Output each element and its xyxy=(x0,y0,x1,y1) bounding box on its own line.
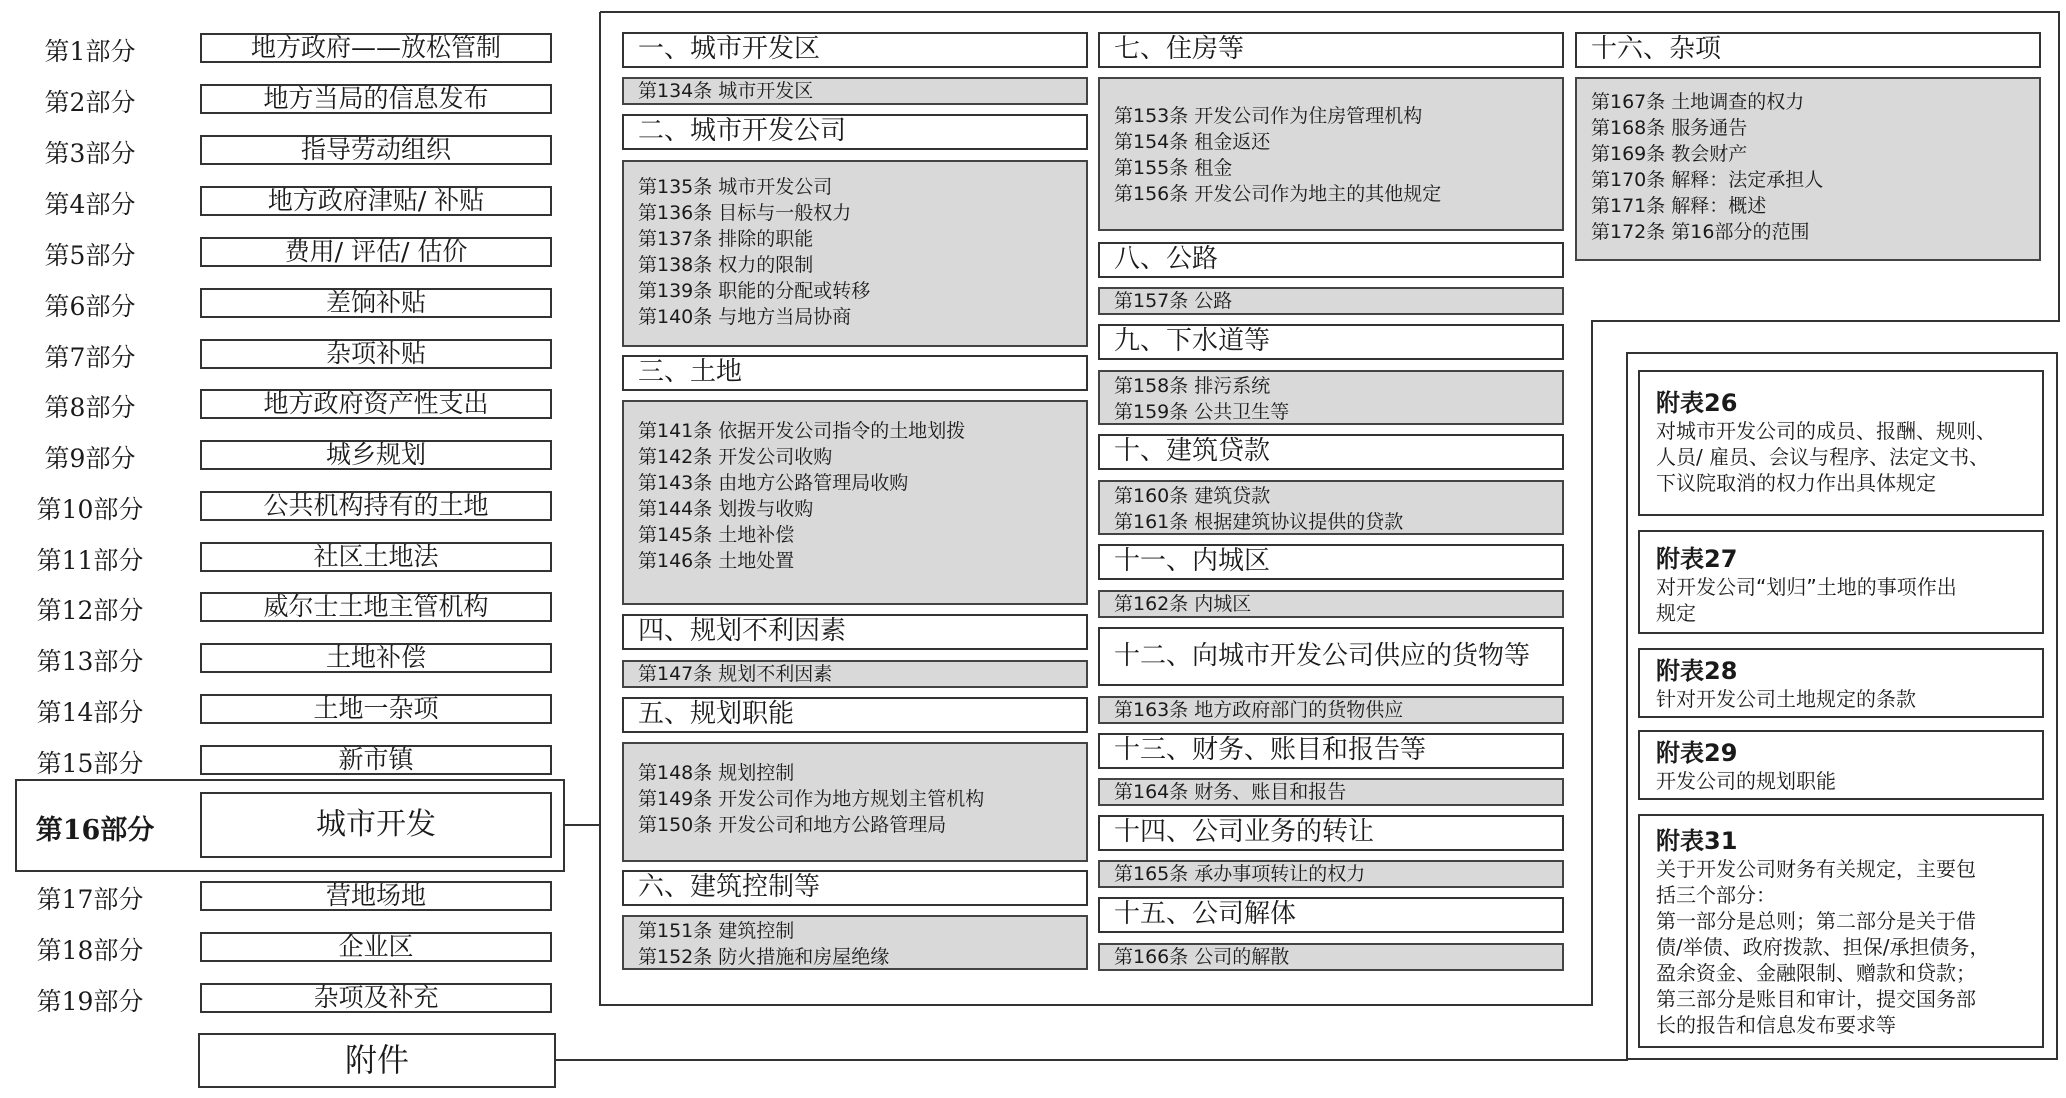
part-label: 第6部分 xyxy=(44,292,136,321)
article-item: 第162条 内城区 xyxy=(1114,593,1252,615)
section-items xyxy=(1098,287,1564,315)
schedule-desc: 长的报告和信息发布要求等 xyxy=(1656,1013,1896,1037)
section-heading: 三、土地 xyxy=(622,355,1088,391)
part-label: 第4部分 xyxy=(44,190,136,219)
article-item: 第171条 解释：概述 xyxy=(1591,195,1767,217)
part-title-box: 公共机构持有的土地 xyxy=(200,491,552,521)
part-title-box: 杂项及补充 xyxy=(200,983,552,1013)
part-label: 第17部分 xyxy=(36,885,144,914)
section-items xyxy=(622,915,1088,970)
part-title-box: 土地补偿 xyxy=(200,643,552,673)
section-items xyxy=(1098,480,1564,535)
article-item: 第153条 开发公司作为住房管理机构 xyxy=(1114,105,1423,127)
schedule-box xyxy=(1638,814,2044,1048)
schedule-title: 附表26 xyxy=(1656,389,1738,417)
section-items xyxy=(622,742,1088,862)
article-item: 第138条 权力的限制 xyxy=(638,254,814,276)
article-item: 第151条 建筑控制 xyxy=(638,920,795,942)
section-heading: 六、建筑控制等 xyxy=(622,870,1088,906)
section-heading: 十一、内城区 xyxy=(1098,544,1564,580)
schedule-title: 附表27 xyxy=(1656,545,1738,573)
schedule-desc: 下议院取消的权力作出具体规定 xyxy=(1656,471,1936,495)
section-heading: 二、城市开发公司 xyxy=(622,114,1088,150)
schedule-title: 附表28 xyxy=(1656,657,1738,685)
part-title-box: 营地场地 xyxy=(200,881,552,911)
article-item: 第141条 依据开发公司指令的土地划拨 xyxy=(638,420,966,442)
part-label: 第7部分 xyxy=(44,343,136,372)
section-items xyxy=(622,660,1088,688)
part-label: 第13部分 xyxy=(36,647,144,676)
article-item: 第169条 教会财产 xyxy=(1591,143,1748,165)
part-title-box: 社区土地法 xyxy=(200,542,552,572)
article-item: 第154条 租金返还 xyxy=(1114,131,1271,153)
appendix-box: 附件 xyxy=(198,1033,556,1088)
section-heading: 十五、公司解体 xyxy=(1098,897,1564,933)
section-heading: 七、住房等 xyxy=(1098,32,1564,68)
schedule-desc: 债/举债、政府拨款、担保/承担债务， xyxy=(1656,935,1990,959)
schedule-box xyxy=(1638,648,2044,718)
section-items xyxy=(1098,696,1564,724)
schedule-desc: 针对开发公司土地规定的条款 xyxy=(1656,687,1916,711)
section-items xyxy=(622,160,1088,347)
part-label: 第10部分 xyxy=(36,495,144,524)
article-item: 第158条 排污系统 xyxy=(1114,375,1271,397)
section-items xyxy=(1098,77,1564,231)
article-item: 第149条 开发公司作为地方规划主管机构 xyxy=(638,788,985,810)
schedule-desc: 开发公司的规划职能 xyxy=(1656,769,1836,793)
section-items xyxy=(622,400,1088,605)
schedule-desc: 盈余资金、金融限制、赠款和贷款； xyxy=(1656,961,1976,985)
part-title-box: 城乡规划 xyxy=(200,440,552,470)
article-item: 第142条 开发公司收购 xyxy=(638,446,833,468)
article-item: 第152条 防火措施和房屋绝缘 xyxy=(638,946,890,968)
section-heading: 一、城市开发区 xyxy=(622,32,1088,68)
part-title-box: 指导劳动组织 xyxy=(200,135,552,165)
article-item: 第140条 与地方当局协商 xyxy=(638,306,852,328)
schedule-desc: 人员/ 雇员、会议与程序、法定文书、 xyxy=(1656,445,1990,469)
part-label: 第3部分 xyxy=(44,139,136,168)
part-label: 第8部分 xyxy=(44,393,136,422)
article-item: 第143条 由地方公路管理局收购 xyxy=(638,472,909,494)
schedule-box xyxy=(1638,730,2044,800)
article-item: 第148条 规划控制 xyxy=(638,762,795,784)
part-label: 第18部分 xyxy=(36,936,144,965)
section-heading: 五、规划职能 xyxy=(622,697,1088,733)
part-title-box-highlight: 城市开发 xyxy=(200,792,552,858)
article-item: 第170条 解释：法定承担人 xyxy=(1591,169,1824,191)
part-title-box: 杂项补贴 xyxy=(200,339,552,369)
section-items xyxy=(1575,77,2041,261)
schedule-desc: 对开发公司“划归”土地的事项作出 xyxy=(1656,575,1957,599)
part-label-highlight: 第16部分 xyxy=(35,815,155,846)
article-item: 第168条 服务通告 xyxy=(1591,117,1748,139)
section-heading: 十六、杂项 xyxy=(1575,32,2041,68)
schedule-desc: 规定 xyxy=(1656,601,1696,625)
schedule-desc: 第一部分是总则；第二部分是关于借 xyxy=(1656,909,1976,933)
part-title-box: 差饷补贴 xyxy=(200,288,552,318)
article-item: 第135条 城市开发公司 xyxy=(638,176,833,198)
part-title-box: 地方政府津贴/ 补贴 xyxy=(200,186,552,216)
article-item: 第144条 划拨与收购 xyxy=(638,498,814,520)
part-title-box: 新市镇 xyxy=(200,745,552,775)
article-item: 第150条 开发公司和地方公路管理局 xyxy=(638,814,947,836)
article-item: 第160条 建筑贷款 xyxy=(1114,485,1271,507)
part-title-box: 威尔士土地主管机构 xyxy=(200,592,552,622)
section-heading: 八、公路 xyxy=(1098,242,1564,278)
section-items xyxy=(1098,590,1564,618)
article-item: 第161条 根据建筑协议提供的贷款 xyxy=(1114,511,1404,533)
part-label: 第14部分 xyxy=(36,698,144,727)
part-title-box: 土地一杂项 xyxy=(200,694,552,724)
section-items xyxy=(1098,778,1564,806)
article-item: 第172条 第16部分的范围 xyxy=(1591,221,1810,243)
schedule-desc: 关于开发公司财务有关规定，主要包 xyxy=(1656,857,1976,881)
schedule-box xyxy=(1638,370,2044,516)
article-item: 第139条 职能的分配或转移 xyxy=(638,280,871,302)
section-heading: 十、建筑贷款 xyxy=(1098,434,1564,470)
section-items xyxy=(1098,370,1564,425)
part-title-box: 费用/ 评估/ 估价 xyxy=(200,237,552,267)
schedule-desc: 对城市开发公司的成员、报酬、规则、 xyxy=(1656,419,1996,443)
section-heading: 十二、向城市开发公司供应的货物等 xyxy=(1098,627,1564,686)
schedule-title: 附表31 xyxy=(1656,827,1738,855)
section-heading: 九、下水道等 xyxy=(1098,324,1564,360)
section-heading: 十四、公司业务的转让 xyxy=(1098,815,1564,851)
part-title-box: 地方当局的信息发布 xyxy=(200,84,552,114)
part-label: 第12部分 xyxy=(36,596,144,625)
part-title-box: 企业区 xyxy=(200,932,552,962)
article-item: 第145条 土地补偿 xyxy=(638,524,795,546)
article-item: 第164条 财务、账目和报告 xyxy=(1114,781,1347,803)
article-item: 第157条 公路 xyxy=(1114,290,1233,312)
part-label: 第2部分 xyxy=(44,88,136,117)
schedule-box xyxy=(1638,530,2044,634)
part-label: 第1部分 xyxy=(44,37,136,66)
schedule-desc: 括三个部分： xyxy=(1656,883,1776,907)
section-items xyxy=(1098,943,1564,971)
section-items xyxy=(622,77,1088,105)
section-heading: 十三、财务、账目和报告等 xyxy=(1098,733,1564,769)
article-item: 第156条 开发公司作为地主的其他规定 xyxy=(1114,183,1442,205)
part-label: 第15部分 xyxy=(36,749,144,778)
part-title-box: 地方政府资产性支出 xyxy=(200,389,552,419)
article-item: 第146条 土地处置 xyxy=(638,550,795,572)
section-items xyxy=(1098,860,1564,888)
article-item: 第137条 排除的职能 xyxy=(638,228,814,250)
article-item: 第163条 地方政府部门的货物供应 xyxy=(1114,699,1404,721)
article-item: 第167条 土地调查的权力 xyxy=(1591,91,1805,113)
schedule-desc: 第三部分是账目和审计，提交国务部 xyxy=(1656,987,1976,1011)
schedule-title: 附表29 xyxy=(1656,739,1738,767)
article-item: 第165条 承办事项转让的权力 xyxy=(1114,863,1366,885)
part-label: 第9部分 xyxy=(44,444,136,473)
article-item: 第155条 租金 xyxy=(1114,157,1233,179)
part-label: 第19部分 xyxy=(36,987,144,1016)
part-title-box: 地方政府——放松管制 xyxy=(200,33,552,63)
section-heading: 四、规划不利因素 xyxy=(622,614,1088,650)
part-label: 第11部分 xyxy=(36,546,144,575)
article-item: 第166条 公司的解散 xyxy=(1114,946,1290,968)
article-item: 第159条 公共卫生等 xyxy=(1114,401,1290,423)
article-item: 第134条 城市开发区 xyxy=(638,80,814,102)
article-item: 第147条 规划不利因素 xyxy=(638,663,833,685)
article-item: 第136条 目标与一般权力 xyxy=(638,202,852,224)
part-label: 第5部分 xyxy=(44,241,136,270)
